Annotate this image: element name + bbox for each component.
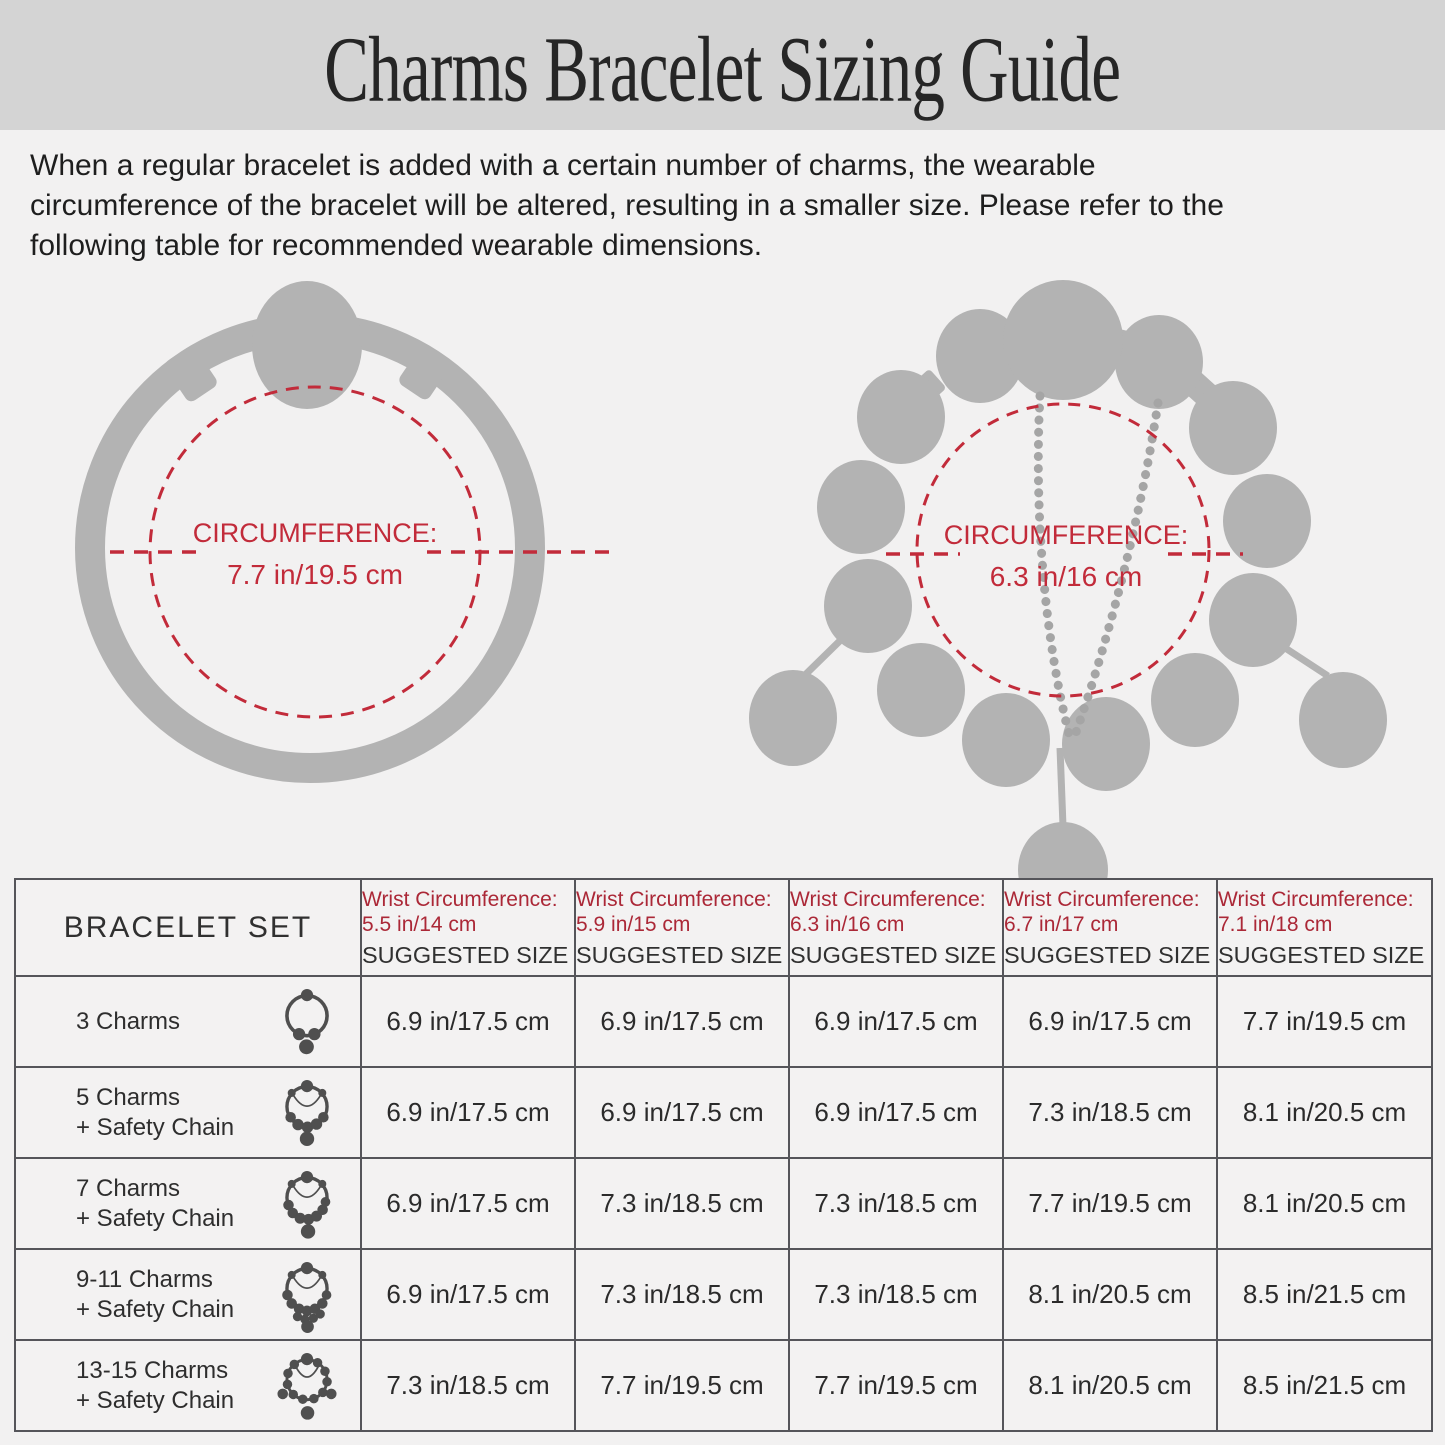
wrist-circumference-header: Wrist Circumference: 7.1 in/18 cm SUGGESTED SIZE bbox=[1217, 879, 1432, 976]
row-label: 9-11 Charms + Safety Chain bbox=[76, 1265, 235, 1323]
circumference-label: CIRCUMFERENCE: bbox=[192, 518, 438, 548]
bracelet-7-charms-safety-chain-icon bbox=[275, 1166, 339, 1242]
bracelet-9-11-charms-safety-chain-icon bbox=[275, 1257, 339, 1333]
intro-line: circumference of the bracelet will be altered, resulting in a smaller size. Please refer to the bbox=[30, 189, 1224, 222]
size-cell: 7.3 in/18.5 cm bbox=[575, 1158, 789, 1249]
size-cell: 6.9 in/17.5 cm bbox=[361, 976, 575, 1067]
circumference-value: 7.7 in/19.5 cm bbox=[227, 559, 403, 590]
size-cell: 7.7 in/19.5 cm bbox=[1217, 976, 1432, 1067]
table-row bbox=[15, 976, 1432, 1067]
intro-line: following table for recommended wearable dimensions. bbox=[30, 229, 763, 262]
size-cell: 7.3 in/18.5 cm bbox=[789, 1249, 1003, 1340]
bracelet-3-charms-icon bbox=[275, 984, 339, 1060]
table-row bbox=[15, 1158, 1432, 1249]
size-cell: 7.3 in/18.5 cm bbox=[575, 1249, 789, 1340]
size-cell: 6.9 in/17.5 cm bbox=[789, 976, 1003, 1067]
wrist-circumference-header: Wrist Circumference: 5.5 in/14 cm SUGGESTED SIZE bbox=[361, 879, 575, 976]
size-cell: 6.9 in/17.5 cm bbox=[575, 976, 789, 1067]
row-label: 3 Charms bbox=[76, 1007, 181, 1035]
size-cell: 6.9 in/17.5 cm bbox=[1003, 976, 1217, 1067]
bracelet-set-header: BRACELET SET bbox=[15, 879, 361, 976]
plain-bracelet-diagram bbox=[55, 280, 675, 865]
size-cell: 7.7 in/19.5 cm bbox=[1003, 1158, 1217, 1249]
page-title: Charms Bracelet Sizing Guide bbox=[324, 17, 1121, 121]
charm-bracelet-icon bbox=[749, 280, 1387, 918]
size-cell: 6.9 in/17.5 cm bbox=[361, 1067, 575, 1158]
table-header-row bbox=[15, 879, 1432, 976]
size-cell: 7.3 in/18.5 cm bbox=[789, 1158, 1003, 1249]
row-label: 7 Charms + Safety Chain bbox=[76, 1174, 235, 1232]
size-cell: 7.7 in/19.5 cm bbox=[789, 1340, 1003, 1431]
bracelet-13-15-charms-safety-chain-icon bbox=[275, 1348, 339, 1424]
title-band bbox=[0, 0, 1445, 130]
size-cell: 7.3 in/18.5 cm bbox=[1003, 1067, 1217, 1158]
size-cell: 8.5 in/21.5 cm bbox=[1217, 1340, 1432, 1431]
size-cell: 6.9 in/17.5 cm bbox=[361, 1158, 575, 1249]
table-row bbox=[15, 1249, 1432, 1340]
circumference-label: CIRCUMFERENCE: bbox=[943, 520, 1189, 550]
size-cell: 8.1 in/20.5 cm bbox=[1217, 1067, 1432, 1158]
size-cell: 7.7 in/19.5 cm bbox=[575, 1340, 789, 1431]
row-label: 13-15 Charms + Safety Chain bbox=[76, 1356, 235, 1414]
charm-bracelet-diagram bbox=[738, 278, 1398, 938]
size-cell: 8.1 in/20.5 cm bbox=[1003, 1340, 1217, 1431]
size-cell: 7.3 in/18.5 cm bbox=[361, 1340, 575, 1431]
wrist-circumference-header: Wrist Circumference: 6.3 in/16 cm SUGGESTED SIZE bbox=[789, 879, 1003, 976]
size-cell: 6.9 in/17.5 cm bbox=[361, 1249, 575, 1340]
size-cell: 8.1 in/20.5 cm bbox=[1217, 1158, 1432, 1249]
intro-line: When a regular bracelet is added with a certain number of charms, the wearable bbox=[30, 149, 1096, 182]
table-row bbox=[15, 1340, 1432, 1431]
size-cell: 8.1 in/20.5 cm bbox=[1003, 1249, 1217, 1340]
intro-paragraph bbox=[30, 146, 1430, 266]
circumference-value: 6.3 in/16 cm bbox=[989, 561, 1143, 592]
wrist-circumference-header: Wrist Circumference: 5.9 in/15 cm SUGGESTED SIZE bbox=[575, 879, 789, 976]
size-cell: 6.9 in/17.5 cm bbox=[789, 1067, 1003, 1158]
sizing-table bbox=[14, 878, 1433, 1432]
bracelet-5-charms-safety-chain-icon bbox=[275, 1075, 339, 1151]
wrist-circumference-header: Wrist Circumference: 6.7 in/17 cm SUGGESTED SIZE bbox=[1003, 879, 1217, 976]
row-label: 5 Charms + Safety Chain bbox=[76, 1083, 235, 1141]
table-row bbox=[15, 1067, 1432, 1158]
size-cell: 6.9 in/17.5 cm bbox=[575, 1067, 789, 1158]
size-cell: 8.5 in/21.5 cm bbox=[1217, 1249, 1432, 1340]
